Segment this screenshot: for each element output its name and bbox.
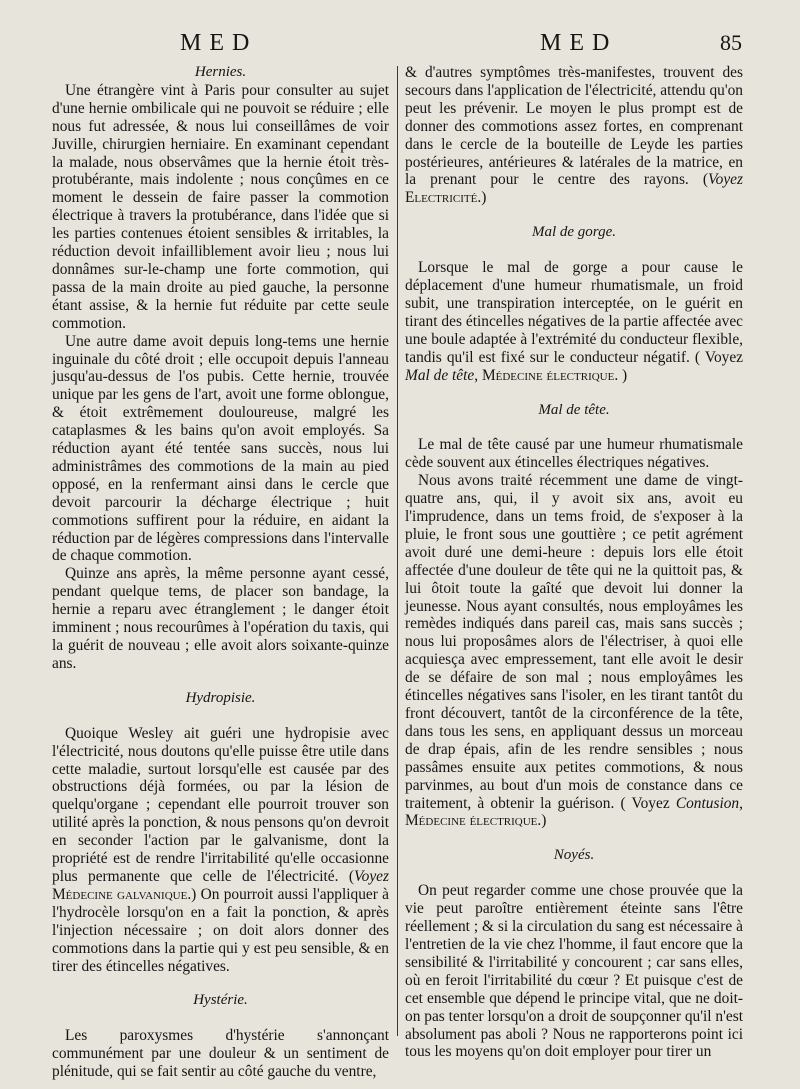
cross-reference: Médecine galvanique. [52,885,192,903]
running-head-left: MED [180,30,258,56]
paragraph: On peut regarder comme une chose prouvée que la vie peut paroître entièrement éteinte sans l'être réellement ; & si la circulation du sang est nécessaire à l'entretien de la vie chez l'homme, il faut encore que la sensibilité & l'irritabilité y concourent ; car sans elles, où en feroit l'irritabilité du cœur ? Et puisque c'est de cet ensemble que dépend le principe vital, que ne doit-on pas tenter lorsqu'on a droit de soupçonner qu'il n'est absolument pas aboli ? Nous ne rapporterons point ici tous les moyens qu'on doit employer pour tirer un [405,882,743,1061]
paragraph: & d'autres symptômes très-manifestes, trouvent des secours dans l'application de l'électricité, attendu qu'on peut les prévenir. Le moyen le plus prompt est de donner des commotions assez fortes, en comprenant dans le cercle de la bouteille de Leyde les parties postérieures, antérieures & latérales de la matrice, en la prenant pour le centre des rayons. (Voyez Electricité.) [405,64,743,207]
paragraph: Le mal de tête causé par une humeur rhumatismale cède souvent aux étincelles électriques négatives. [405,436,743,472]
column-rule [397,66,398,1036]
cross-reference: Electricité. [405,189,482,207]
section-heading-mal-de-gorge: Mal de gorge. [531,224,616,241]
paragraph: Quinze ans après, la même personne ayant cessé, pendant quelque tems, de placer son bandage, la hernie a reparu avec étranglement ; le danger étoit imminent ; nous recourûmes à l'opération du taxis, qui la guérit de nouveau ; elle avoit alors soixante-quinze ans. [52,565,389,672]
section-heading-hydropisie: Hydropisie. [185,689,256,706]
paragraph: Une autre dame avoit depuis long-tems une hernie inguinale du côté droit ; elle occupoit depuis l'anneau jusqu'au-dessus de l'os pubis. Cette hernie, trouvée unique par les gens de l'art, avoit une forme oblongue, & étoit extrêmement douloureuse, malgré les cataplasmes & les bains qu'on avoit employés. Sa réduction ayant été tentée sans succès, nous lui administrâmes des commotions de la main au pied opposé, en la renfermant ainsi dans le cercle que devoit parcourir la décharge électrique ; huit commotions suffirent pour la réduire, en aidant la réduction par de légères compressions dans l'intervalle de chaque commotion. [52,332,389,565]
cross-reference: Contusion [675,794,740,812]
section-heading-noyes: Noyés. [553,847,595,864]
paragraph: Nous avons traité récemment une dame de vingt-quatre ans, qui, il y avoit six ans, avoit eu l'imprudence, dans un tems froid, de s'exposer à la pluie, le front sous une gouttière ; ce petit agrément avoit duré une demi-heure : depuis lors elle étoit affectée d'une douleur de tête qui ne la quittoit pas, & lui ôtoit toute la gaîté que devoit lui donner la jeunesse. Nous ayant consultés, nous employâmes les remèdes indiqués dans pareil cas, mais sans succès ; nous lui proposâmes alors de l'électriser, à quoi elle acquiesça avec empressement, tant elle avoit le desir de se défaire de son mal ; nous employâmes les étincelles négatives sans l'isoler, en les tirant tantôt du front découvert, tantôt de la circonférence de la tête, dans tous les sens, en appliquant dessus un morceau de drap épais, afin de les rendre sensibles ; nous passâmes ensuite aux petites commotions, & nous parvinmes, au bout d'un mois de constance dans ce traitement, à obtenir la guérison. ( Voyez Contusion, Médecine électrique.) [405,472,743,830]
cross-reference: Médecine électrique. [481,366,619,384]
right-column [405,64,743,1061]
section-heading-mal-de-tete: Mal de tête. [538,401,610,418]
page-number: 85 [720,30,742,55]
running-head-right: MED [540,30,618,56]
paragraph: Quoique Wesley ait guéri une hydropisie avec l'électricité, nous doutons qu'elle puisse être utile dans cette maladie, surtout lorsqu'elle est causée par des obstructions déjà formées, ou par la lésion de quelqu'organe ; cependant elle pourroit trouver son utilité après la ponction, & nous pensons qu'on devroit en seconder l'action par le galvanisme, dont la propriété est de rendre l'irritabilité qu'elle occasionne plus permanente que celle de l'électricité. (Voyez Médecine galvanique.) On pourroit aussi l'appliquer à l'hydrocèle lorsqu'on en a fait la ponction, & après l'injection nécessaire ; on doit alors donner des commotions dans la partie qui y est peu sensible, & en tirer des étincelles négatives. [52,724,389,975]
paragraph: Une étrangère vint à Paris pour consulter au sujet d'une hernie ombilicale qui ne pouvoit se réduire ; elle nous fut adressée, & nous lui conseillâmes de voir Juville, chirurgien herniaire. En examinant cependant la malade, nous observâmes que la hernie étoit très-protubérante, mais indolente ; nous conçûmes en ce moment le dessein de faire passer la commotion électrique à travers la protubérance, dans l'idée que si les parties contenues étoient sensibles & irritables, la réduction devoit infailliblement avoir lieu ; nous lui donnâmes sur-le-champ une forte commotion, qui passa de la main droite au pied gauche, la personne étant assise, & la hernie fut réduite par cette seule commotion. [52,81,389,332]
cross-reference-voyez: Voyez [353,867,389,885]
paragraph: Lorsque le mal de gorge a pour cause le déplacement d'une humeur rhumatismale, un froid subit, une transpiration interceptée, on le guérit en tirant des étincelles négatives de la partie affectée avec une boule adaptée à l'extrémité du conducteur flexible, tandis qu'il est fixé sur le conducteur négatif. ( Voyez Mal de tête, Médecine électrique. ) [405,259,743,384]
section-heading-hernies: Hernies. [194,64,247,80]
section-heading-hysterie: Hystérie. [193,992,248,1009]
cross-reference-voyez: Voyez [707,171,743,189]
left-column [52,64,389,1081]
cross-reference: Médecine électrique. [405,812,542,830]
cross-reference: Mal de tête [405,366,475,384]
paragraph: Les paroxysmes d'hystérie s'annonçant communément par une douleur & un sentiment de plénitude, qui se fait sentir au côté gauche du ventre, [52,1027,389,1081]
